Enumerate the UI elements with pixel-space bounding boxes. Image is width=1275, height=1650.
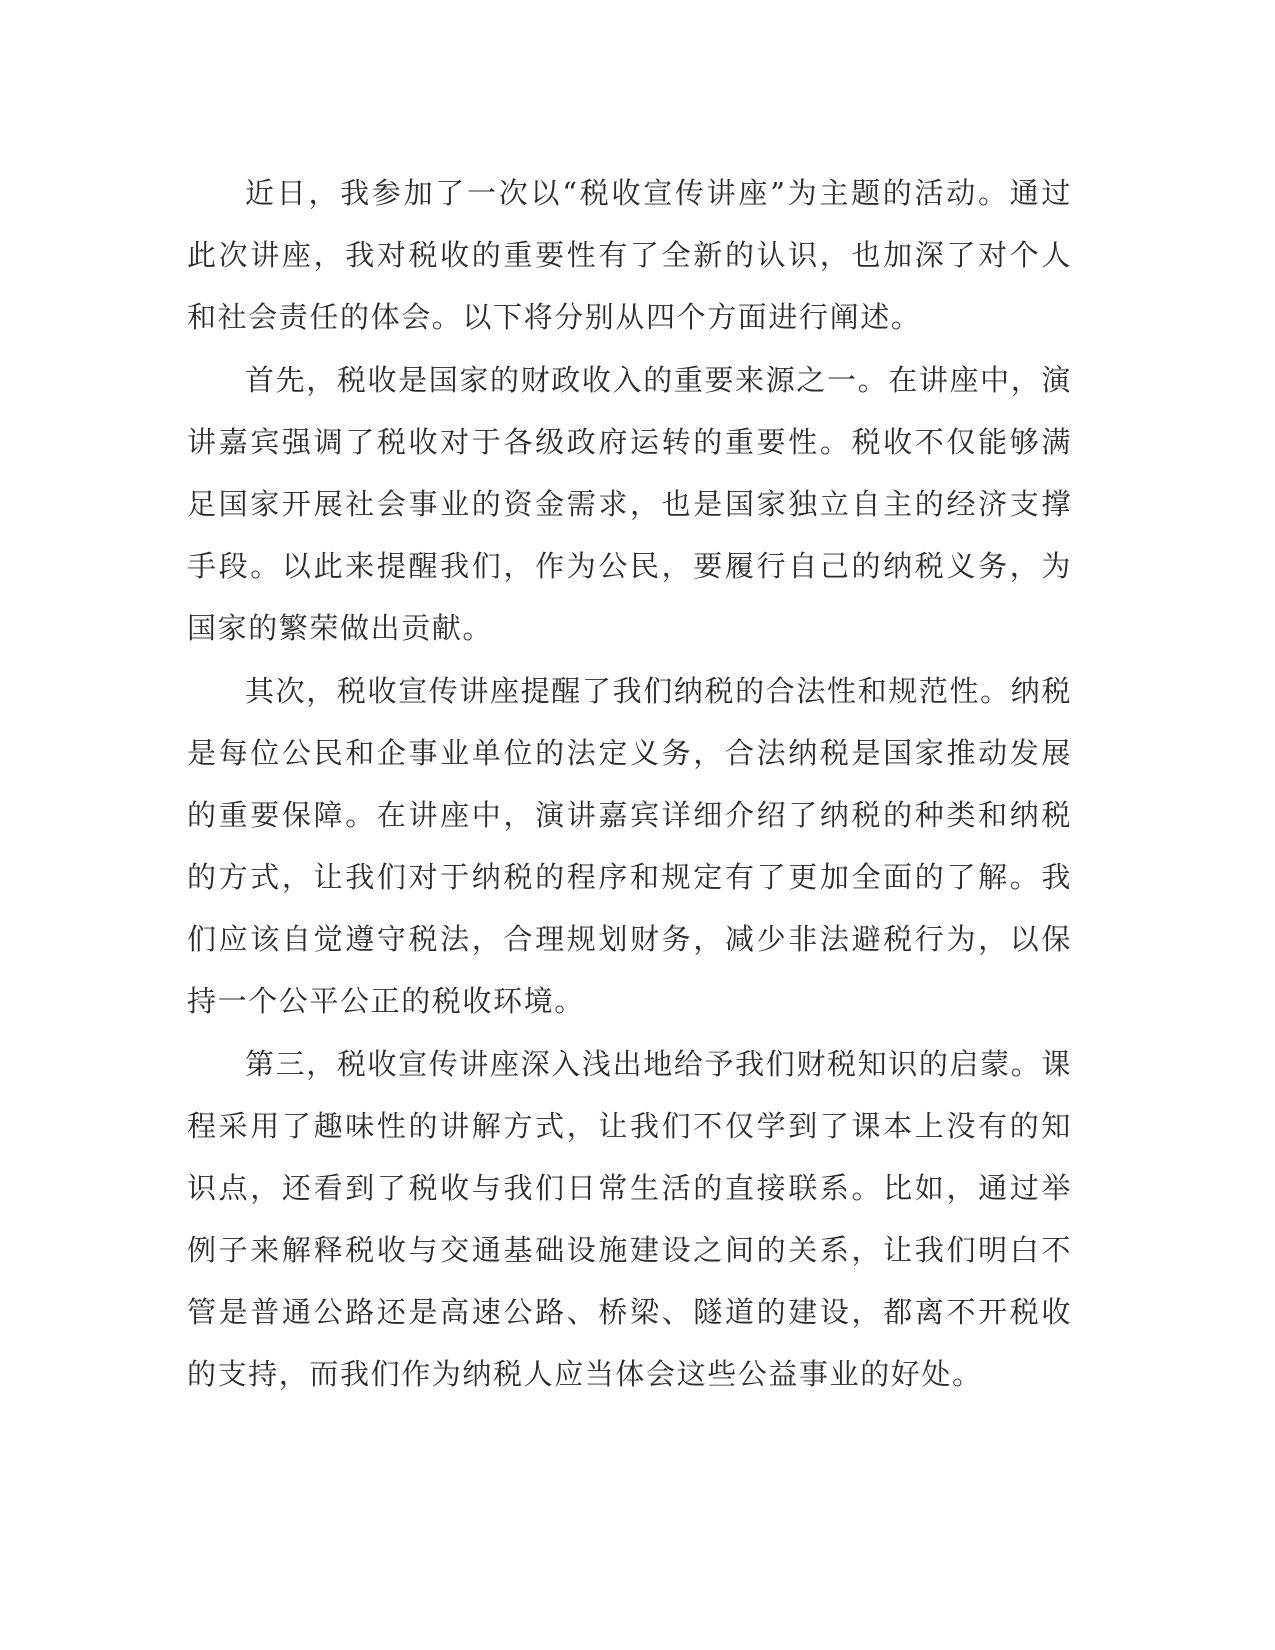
paragraph-intro: 近日，我参加了一次以“税收宣传讲座”为主题的活动。通过此次讲座，我对税收的重要性有了全新的认识，也加深了对个人和社会责任的体会。以下将分别从四个方面进行阐述。 xyxy=(187,176,1072,334)
paragraph-first-point: 首先，税收是国家的财政收入的重要来源之一。在讲座中，演讲嘉宾强调了税收对于各级政府运转的重要性。税收不仅能够满足国家开展社会事业的资金需求，也是国家独立自主的经济支撑手段。以此来提醒我们，作为公民，要履行自己的纳税义务，为国家的繁荣做出贡献。 xyxy=(187,363,1072,645)
paragraph-third-point: 第三，税收宣传讲座深入浅出地给予我们财税知识的启蒙。课程采用了趣味性的讲解方式，让我们不仅学到了课本上没有的知识点，还看到了税收与我们日常生活的直接联系。比如，通过举例子来解释税收与交通基础设施建设之间的关系，让我们明白不管是普通公路还是高速公路、桥梁、隧道的建设，都离不开税收的支持，而我们作为纳税人应当体会这些公益事业的好处。 xyxy=(187,1047,1072,1391)
document-body xyxy=(187,162,1072,1406)
paragraph-second-point: 其次，税收宣传讲座提醒了我们纳税的合法性和规范性。纳税是每位公民和企事业单位的法定义务，合法纳税是国家推动发展的重要保障。在讲座中，演讲嘉宾详细介绍了纳税的种类和纳税的方式，让我们对于纳税的程序和规定有了更加全面的了解。我们应该自觉遵守税法，合理规划财务，减少非法避税行为，以保持一个公平公正的税收环境。 xyxy=(187,674,1072,1018)
